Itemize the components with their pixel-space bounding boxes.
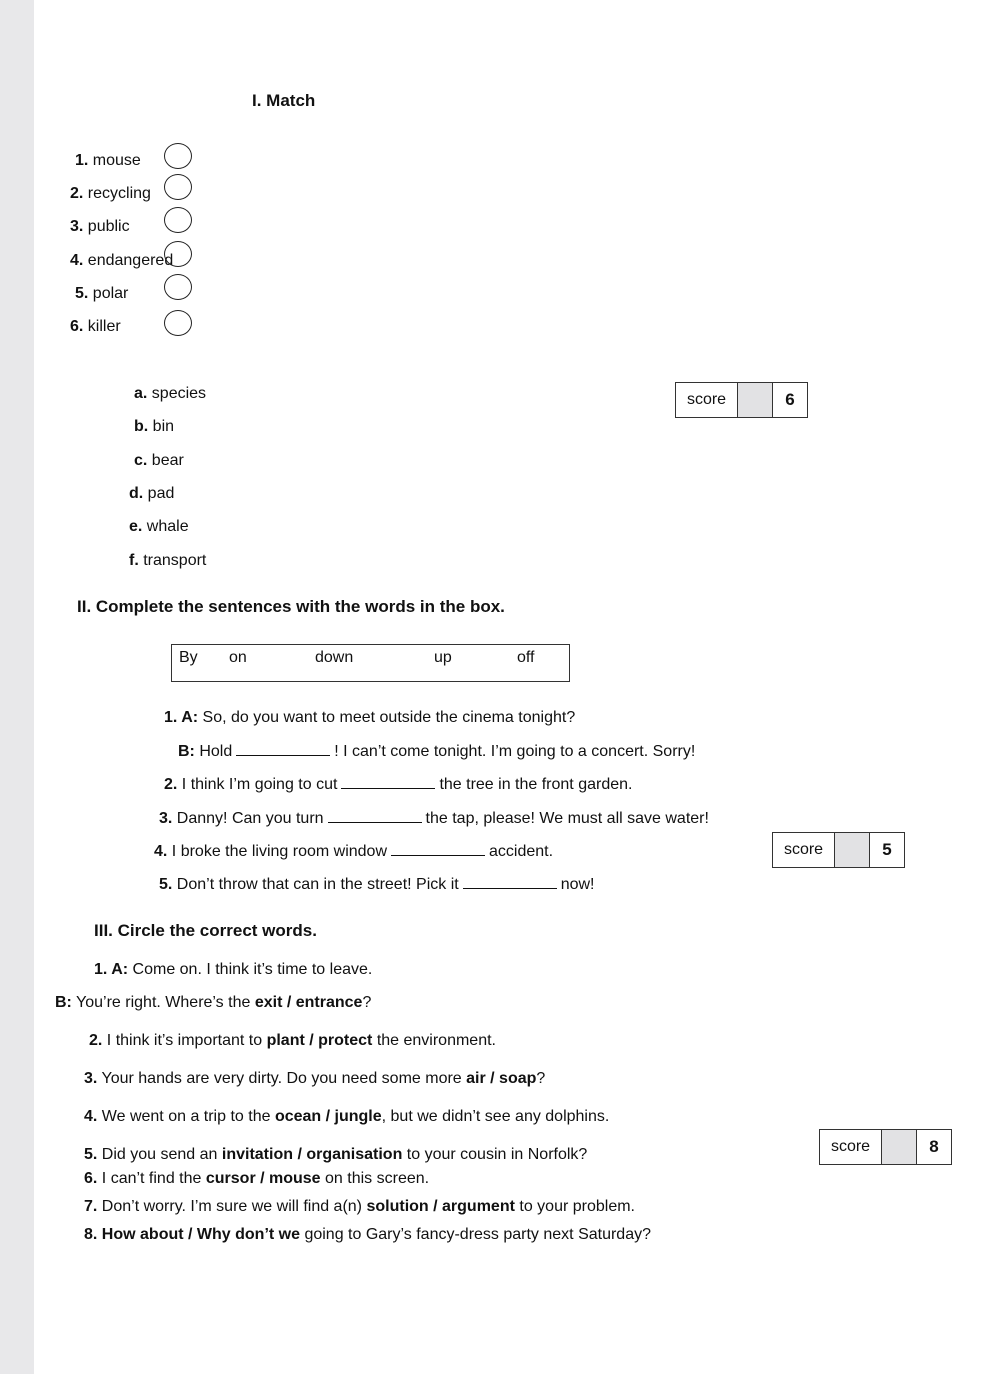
item-number: 5. (75, 285, 89, 302)
match-left-item (70, 184, 151, 204)
item-number: 4. (154, 843, 168, 860)
question-text: the environment. (376, 1032, 496, 1049)
word-choice[interactable]: ocean / jungle (274, 1108, 382, 1125)
word-choice[interactable]: exit / entrance (254, 994, 363, 1011)
question-7 (84, 1197, 635, 1217)
question-text: on this screen. (325, 1170, 430, 1187)
score-label: score (773, 833, 835, 867)
sentence-3 (159, 808, 709, 829)
question-1b (55, 993, 371, 1013)
question-5 (84, 1145, 587, 1165)
question-text: Don’t worry. I’m sure we will find a(n) (101, 1198, 363, 1215)
sentence-text: now! (560, 876, 595, 893)
sentence-text: I think I’m going to cut (181, 776, 338, 793)
question-6 (84, 1169, 429, 1189)
item-word: species (151, 385, 207, 402)
score-box (772, 832, 905, 868)
sentence-text: Hold (199, 743, 233, 760)
item-number: 7. (84, 1198, 98, 1215)
question-text: going to Gary’s fancy-dress party next Saturday? (304, 1226, 651, 1243)
section1-title: I. Match (252, 91, 316, 110)
item-word: transport (143, 552, 207, 569)
section2-title: II. Complete the sentences with the words in the box. (77, 597, 505, 616)
score-input[interactable] (882, 1130, 917, 1164)
item-letter: f. (129, 552, 139, 569)
item-word: public (87, 218, 130, 235)
match-right-item (134, 451, 184, 471)
sentence-text: the tree in the front garden. (439, 776, 633, 793)
question-3 (84, 1069, 545, 1089)
score-label: score (676, 383, 738, 417)
item-number: 3. (70, 218, 84, 235)
word-box-item: By (179, 649, 198, 666)
score-max: 5 (882, 840, 892, 859)
match-right-item (134, 417, 174, 437)
question-1a (94, 960, 372, 980)
item-word: polar (92, 285, 129, 302)
speaker-label: B: (178, 743, 195, 760)
sentence-text: accident. (489, 843, 554, 860)
question-text: Come on. I think it’s time to leave. (132, 961, 373, 978)
item-letter: d. (129, 485, 144, 502)
item-word: mouse (92, 152, 141, 169)
match-right-item (129, 484, 174, 504)
sentence-4 (154, 841, 553, 862)
worksheet-page (34, 0, 992, 1374)
question-text: to your cousin in Norfolk? (406, 1146, 588, 1163)
item-number: 2. (89, 1032, 103, 1049)
item-number: 4. (70, 252, 84, 269)
item-word: whale (146, 518, 189, 535)
score-max: 8 (929, 1137, 939, 1156)
item-word: endangered (87, 252, 174, 269)
question-text: We went on a trip to the (101, 1108, 271, 1125)
item-word: killer (87, 318, 121, 335)
sentence-5 (159, 874, 595, 895)
word-choice[interactable]: invitation / organisation (221, 1146, 403, 1163)
sentence-1a (164, 708, 575, 728)
question-8 (84, 1225, 651, 1245)
item-letter: c. (134, 452, 148, 469)
question-text: I think it’s important to (106, 1032, 263, 1049)
question-text: , but we didn’t see any dolphins. (381, 1108, 610, 1125)
answer-blank[interactable] (341, 774, 435, 789)
score-box (675, 382, 808, 418)
sentence-text: the tap, please! We must all save water! (425, 810, 709, 827)
item-number: 4. (84, 1108, 98, 1125)
item-number: 5. (159, 876, 173, 893)
match-right-item (129, 517, 189, 537)
match-left-item (75, 151, 141, 171)
answer-circle[interactable] (164, 143, 192, 169)
question-4 (84, 1107, 609, 1127)
sentence-text: Danny! Can you turn (176, 810, 324, 827)
item-word: recycling (87, 185, 151, 202)
item-number: 2. (164, 776, 178, 793)
section3-title: III. Circle the correct words. (94, 921, 317, 940)
question-text: I can’t find the (101, 1170, 202, 1187)
answer-circle[interactable] (164, 207, 192, 233)
match-left-item (70, 317, 121, 337)
question-text: to your problem. (519, 1198, 635, 1215)
score-input[interactable] (738, 383, 773, 417)
sentence-text: I broke the living room window (171, 843, 388, 860)
answer-blank[interactable] (463, 874, 557, 889)
question-text: Your hands are very dirty. Do you need some more (101, 1070, 462, 1087)
word-box-item: up (434, 649, 452, 666)
answer-blank[interactable] (328, 808, 422, 823)
item-number: 3. (159, 810, 173, 827)
match-left-item (70, 251, 173, 271)
word-box-item: off (517, 649, 535, 666)
speaker-label: B: (55, 994, 72, 1011)
item-number: 3. (84, 1070, 98, 1087)
sentence-2 (164, 774, 632, 795)
sentence-text: Don’t throw that can in the street! Pick it (176, 876, 459, 893)
match-left-item (75, 284, 128, 304)
item-number: 6. (84, 1170, 98, 1187)
item-number: 2. (70, 185, 84, 202)
item-number: 1. (75, 152, 89, 169)
sentence-text: ! I can’t come tonight. I’m going to a concert. Sorry! (334, 743, 696, 760)
question-text: ? (536, 1070, 546, 1087)
sentence-text: So, do you want to meet outside the cinema tonight? (202, 709, 576, 726)
item-number: 8. (84, 1226, 98, 1243)
word-box-item: on (229, 649, 247, 666)
item-number: 6. (70, 318, 84, 335)
score-input[interactable] (835, 833, 870, 867)
answer-circle[interactable] (164, 274, 192, 300)
sentence-1b (178, 741, 695, 762)
speaker-label: 1. A: (164, 709, 199, 726)
question-text: You’re right. Where’s the (76, 994, 251, 1011)
speaker-label: 1. A: (94, 961, 129, 978)
question-text: ? (362, 994, 372, 1011)
score-label: score (820, 1130, 882, 1164)
question-2 (89, 1031, 496, 1051)
answer-blank[interactable] (391, 841, 485, 856)
question-text: Did you send an (101, 1146, 218, 1163)
match-right-item (129, 551, 206, 571)
word-choice[interactable]: solution / argument (366, 1198, 515, 1215)
item-word: bear (151, 452, 184, 469)
word-choice[interactable]: plant / protect (266, 1032, 373, 1049)
answer-circle[interactable] (164, 241, 192, 267)
score-box (819, 1129, 952, 1165)
word-choice[interactable]: How about / Why don’t we (101, 1226, 300, 1243)
answer-blank[interactable] (236, 741, 330, 756)
word-choice[interactable]: cursor / mouse (205, 1170, 321, 1187)
answer-circle[interactable] (164, 310, 192, 336)
score-max: 6 (785, 390, 795, 409)
item-letter: e. (129, 518, 143, 535)
answer-circle[interactable] (164, 174, 192, 200)
item-word: bin (152, 418, 175, 435)
word-choice[interactable]: air / soap (466, 1070, 537, 1087)
item-letter: a. (134, 385, 148, 402)
match-right-item (134, 384, 206, 404)
word-box-item: down (315, 649, 354, 666)
item-word: pad (147, 485, 175, 502)
item-number: 5. (84, 1146, 98, 1163)
word-box (171, 644, 570, 682)
item-letter: b. (134, 418, 149, 435)
match-left-item (70, 217, 130, 237)
